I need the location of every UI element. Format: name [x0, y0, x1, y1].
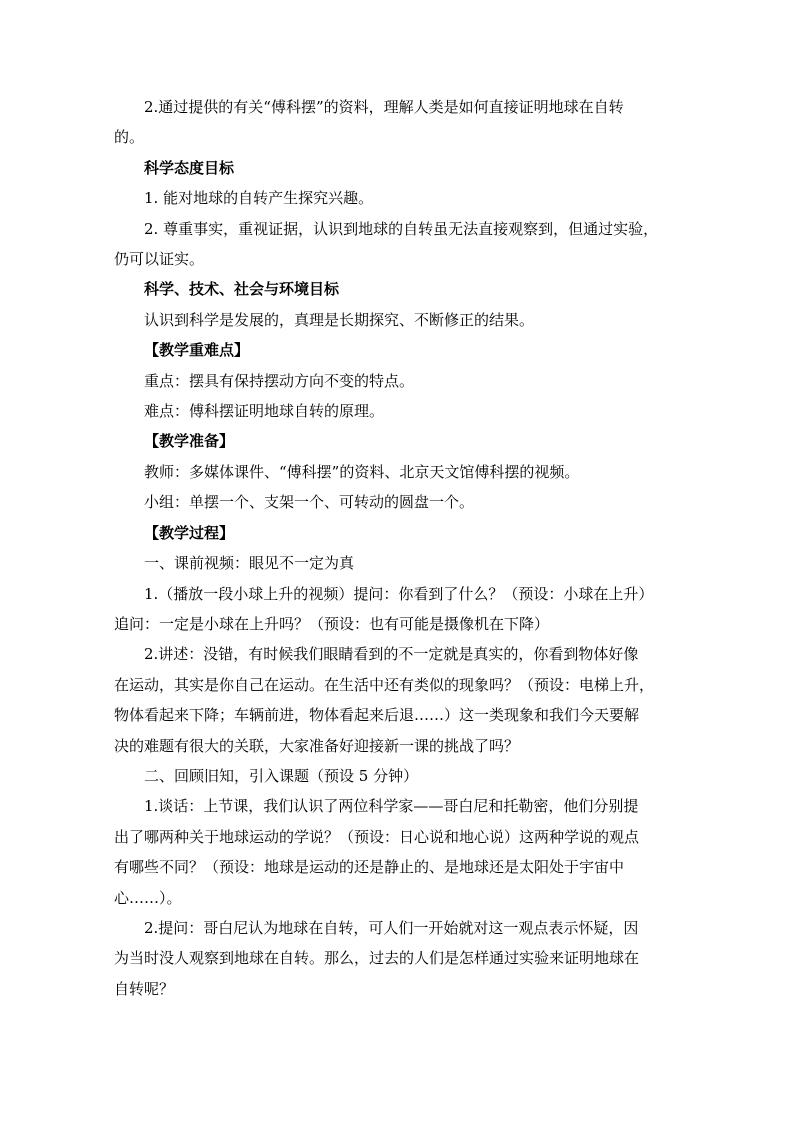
text-line: 2.提问：哥白尼认为地球在自转，可人们一开始就对这一观点表示怀疑，因 — [144, 918, 639, 937]
text-line: 难点：傅科摆证明地球自转的原理。 — [144, 402, 385, 421]
section-heading: 【教学过程】 — [144, 523, 235, 542]
text-line: 决的难题有很大的关联，大家准备好迎接新一课的挑战了吗？ — [114, 736, 520, 755]
text-line: 重点：摆具有保持摆动方向不变的特点。 — [144, 371, 415, 390]
text-line: 自转呢？ — [114, 979, 175, 998]
text-line: 教师：多媒体课件、“傅科摆”的资料、北京天文馆傅科摆的视频。 — [144, 462, 580, 481]
text-line: 心……）。 — [114, 888, 182, 907]
text-line: 1.（播放一段小球上升的视频）提问：你看到了什么？（预设：小球在上升） — [144, 584, 654, 603]
section-heading: 【教学重难点】 — [144, 341, 250, 360]
text-line: 在运动，其实是你自己在运动。在生活中还有类似的现象吗？（预设：电梯上升， — [114, 675, 655, 694]
text-line: 1. 能对地球的自转产生探究兴趣。 — [144, 189, 374, 208]
text-line: 认识到科学是发展的，真理是长期探究、不断修正的结果。 — [144, 310, 535, 329]
text-line: 2.讲述：没错，有时候我们眼睛看到的不一定就是真实的，你看到物体好像 — [144, 645, 639, 664]
text-line: 2.通过提供的有关“傅科摆”的资料，理解人类是如何直接证明地球在自转 — [144, 98, 624, 116]
text-line: 出了哪两种关于地球运动的学说？（预设：日心说和地心说）这两种学说的观点 — [114, 827, 640, 846]
text-line: 小组：单摆一个、支架一个、可转动的圆盘一个。 — [144, 493, 475, 512]
text-line: 有哪些不同？（预设：地球是运动的还是静止的、是地球还是太阳处于宇宙中 — [114, 858, 625, 877]
document-body — [114, 92, 680, 1004]
section-heading: 【教学准备】 — [144, 432, 235, 451]
text-line: 物体看起来下降；车辆前进，物体看起来后退……）这一类现象和我们今天要解 — [114, 706, 640, 725]
text-line: 为当时没人观察到地球在自转。那么，过去的人们是怎样通过实验来证明地球在 — [114, 949, 640, 968]
text-line: 的。 — [114, 128, 145, 147]
text-line: 二、回顾旧知，引入课题（预设 5 分钟） — [144, 766, 419, 785]
text-line: 仍可以证实。 — [114, 250, 205, 269]
text-line: 2. 尊重事实，重视证据，认识到地球的自转虽无法直接观察到，但通过实验， — [144, 219, 659, 238]
section-heading: 科学态度目标 — [144, 158, 235, 177]
section-heading: 科学、技术、社会与环境目标 — [144, 280, 340, 299]
text-line: 1.谈话：上节课，我们认识了两位科学家——哥白尼和托勒密，他们分别提 — [144, 797, 639, 816]
text-line: 追问：一定是小球在上升吗？（预设：也有可能是摄像机在下降） — [114, 614, 550, 633]
text-line: 一、课前视频：眼见不一定为真 — [144, 554, 355, 573]
